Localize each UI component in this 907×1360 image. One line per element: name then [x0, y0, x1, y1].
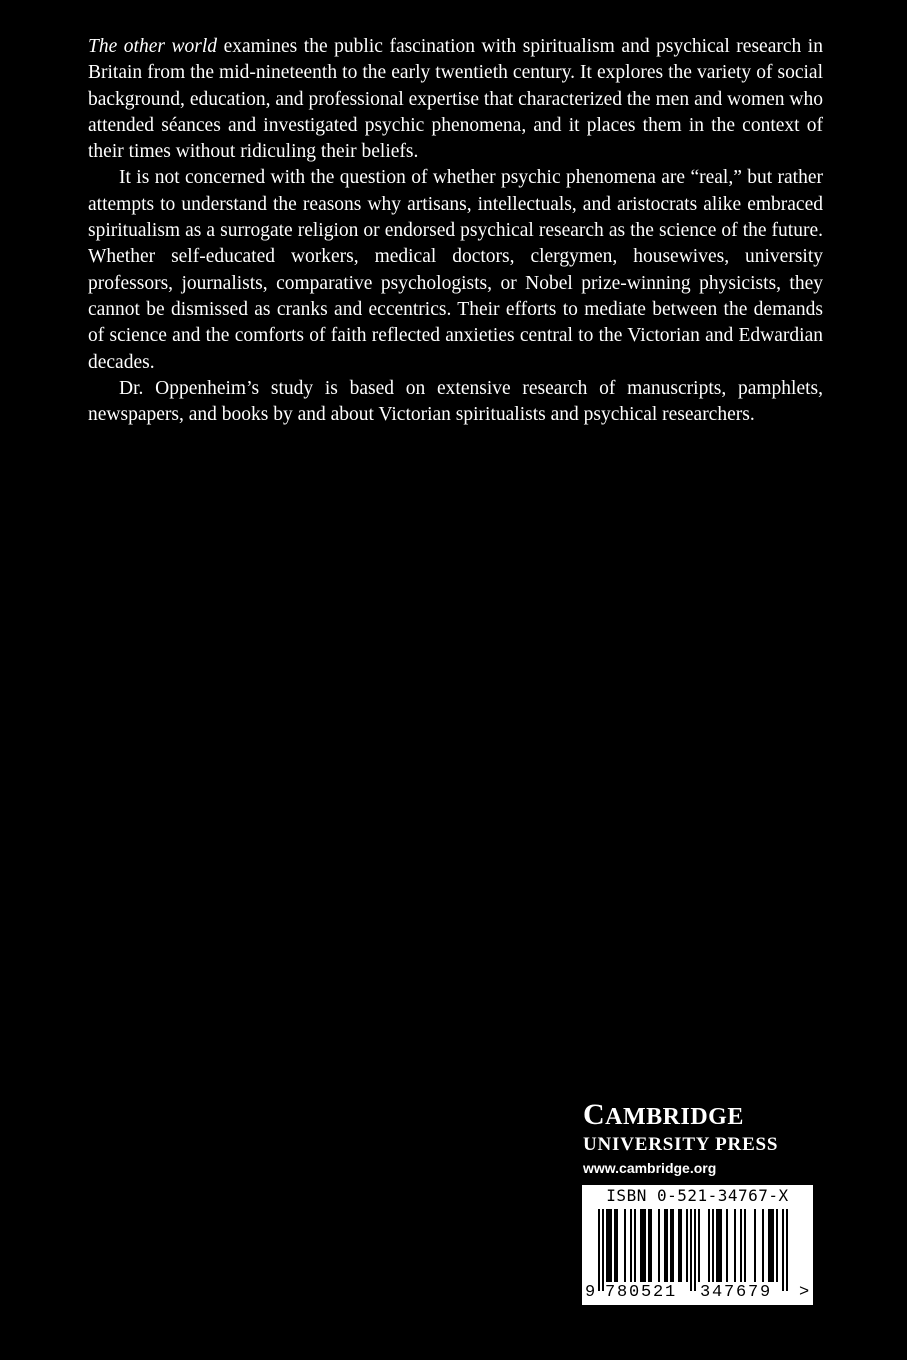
- barcode-bar: [630, 1209, 632, 1282]
- ean-right-digits: 347679: [700, 1283, 773, 1302]
- barcode-bar: [698, 1209, 700, 1282]
- barcode-bar: [690, 1209, 692, 1291]
- barcode-bar: [602, 1209, 604, 1291]
- publisher-subtitle: UNIVERSITY PRESS: [583, 1134, 779, 1155]
- barcode-bar: [744, 1209, 746, 1282]
- barcode-bar: [686, 1209, 688, 1282]
- publisher-name-initial: C: [583, 1098, 606, 1131]
- blurb-paragraph-1-text: examines the public fascination with spiritualism and psychical research in Britain from the mid-nineteenth to the early twentieth century. It explores the variety of social background, education, and professional expertise that characterized the men and women who attended séances and investigated psychic phenomena, and it places them in the context of their times without ridiculing their beliefs.: [88, 36, 823, 163]
- barcode-bar: [786, 1209, 788, 1291]
- barcode-bar: [716, 1209, 722, 1282]
- ean-left-digits: 780521: [605, 1283, 678, 1302]
- barcode-bar: [708, 1209, 710, 1282]
- barcode-bar: [694, 1209, 696, 1291]
- barcode-bar: [634, 1209, 636, 1282]
- barcode-bar: [740, 1209, 742, 1282]
- barcode-bar: [768, 1209, 774, 1282]
- barcode-bar: [734, 1209, 736, 1282]
- ean-first-digit: 9: [585, 1283, 596, 1302]
- blurb-paragraph-3: Dr. Oppenheim’s study is based on extensive research of manuscripts, pamphlets, newspapers, and books by and about Victorian spiritualists and psychical researchers.: [88, 377, 823, 426]
- publisher-name-rest: AMBRIDGE: [605, 1104, 744, 1130]
- barcode-bar: [712, 1209, 714, 1282]
- barcode-bar: [726, 1209, 728, 1282]
- barcode-bar: [776, 1209, 778, 1282]
- barcode-bar: [670, 1209, 674, 1282]
- barcode-bar: [678, 1209, 682, 1282]
- barcode-bar: [782, 1209, 784, 1291]
- book-title: The other world: [88, 36, 218, 57]
- barcode-bar: [762, 1209, 764, 1282]
- isbn-label: ISBN 0-521-34767-X: [606, 1186, 789, 1205]
- barcode-bar: [606, 1209, 612, 1282]
- blurb-paragraph-2: It is not concerned with the question of whether psychic phenomena are “real,” but rather attempts to understand the reasons why artisans, intellectuals, and aristocrats alike embraced spiritualism as a surrogate religion or endorsed psychical research as the science of the future. Whether self-educated workers, medical doctors, clergymen, housewives, university professors, journalists, comparative psychologists, or Nobel prize-winning physicists, they cannot be dismissed as cranks and eccentrics. Their efforts to mediate between the demands of science and the comforts of faith reflected anxieties central to the Victorian and Edwardian decades.: [88, 167, 823, 373]
- barcode-bar: [624, 1209, 626, 1282]
- blurb-paragraph-1: [88, 34, 823, 165]
- barcode-bar: [614, 1209, 618, 1282]
- publisher-name: [583, 1098, 815, 1134]
- barcode-bar: [658, 1209, 660, 1282]
- barcode-bar: [598, 1209, 600, 1291]
- isbn-barcode: [582, 1185, 813, 1305]
- barcode-bar: [754, 1209, 756, 1282]
- publisher-logo: [583, 1098, 815, 1178]
- back-cover-blurb: [88, 34, 823, 428]
- ean-quiet-zone-marker: >: [799, 1283, 810, 1302]
- publisher-url: www.cambridge.org: [583, 1160, 717, 1176]
- barcode-bar: [640, 1209, 646, 1282]
- barcode-bar: [648, 1209, 652, 1282]
- barcode-bar: [664, 1209, 668, 1282]
